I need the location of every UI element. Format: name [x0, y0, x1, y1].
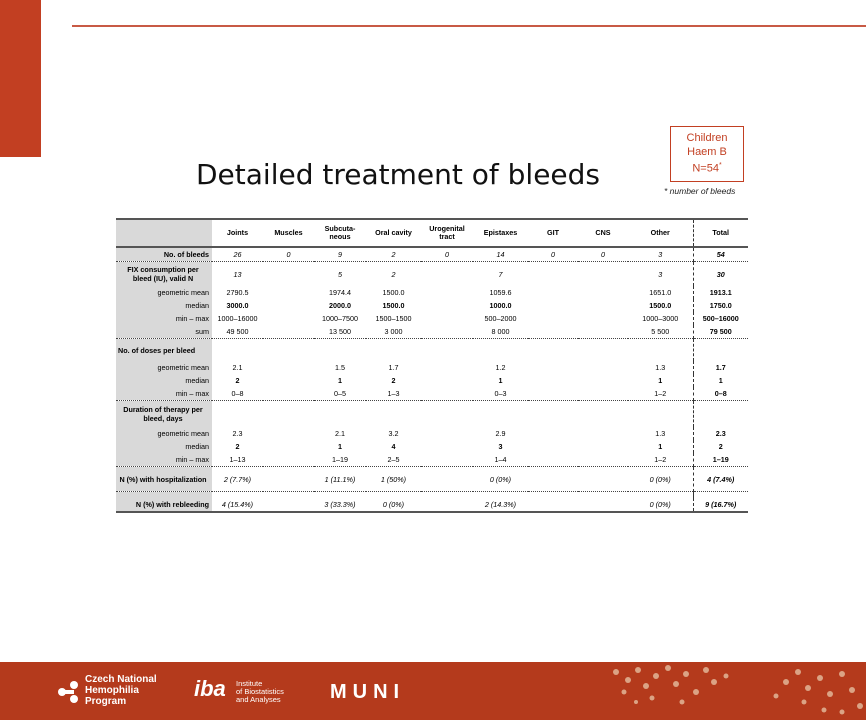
- table-cell: [578, 440, 628, 453]
- table-cell: 2 (7.7%): [212, 467, 263, 492]
- table-cell: 1000–16000: [217, 314, 258, 323]
- table-cell: [263, 299, 314, 312]
- header-rule: [72, 25, 866, 27]
- slide-title: Detailed treatment of bleeds: [196, 158, 601, 191]
- row-label: No. of bleeds: [116, 247, 212, 262]
- table-cell: 79 500: [693, 325, 748, 339]
- table-cell: [263, 361, 314, 374]
- col-header: Urogenital tract: [421, 219, 473, 247]
- col-header: Subcuta- neous: [314, 219, 366, 247]
- table-cell: [421, 325, 473, 339]
- table-cell: [528, 262, 578, 287]
- table-cell: 13: [233, 269, 242, 279]
- col-header: Total: [693, 219, 748, 247]
- table-cell: 2.3: [232, 429, 243, 438]
- table-cell: 2.1: [232, 363, 243, 372]
- table-cell: 1750.0: [693, 299, 748, 312]
- row-label: N (%) with rebleeding: [116, 498, 212, 512]
- table-cell: [263, 467, 314, 492]
- table-cell: 500–16000: [693, 312, 748, 325]
- table-cell: 2–5: [366, 453, 421, 467]
- table-cell: [263, 453, 314, 467]
- table-cell: 2000.0: [329, 301, 351, 310]
- table-row: [116, 440, 748, 453]
- table-cell: 2: [391, 269, 396, 279]
- table-cell: 3 (33.3%): [314, 498, 366, 512]
- table-cell: 1000–7500: [322, 314, 358, 323]
- table-cell: [578, 299, 628, 312]
- table-cell: 1500.0: [649, 301, 672, 310]
- table-cell: [578, 325, 628, 339]
- table-cell: [421, 286, 473, 299]
- table-row: [116, 361, 748, 374]
- table-cell: 1500.0: [382, 301, 405, 310]
- table-cell: 500–2000: [484, 314, 517, 323]
- table-cell: [263, 498, 314, 512]
- table-cell: [421, 467, 473, 492]
- table-cell: 1 (50%): [366, 467, 421, 492]
- table-cell: 1500–1500: [375, 314, 412, 323]
- cohort-line-2: Haem B: [687, 146, 727, 158]
- table-cell: 9: [314, 247, 366, 262]
- footer-bar: Czech National Hemophilia Program iba Institute of Biostatistics and Analyses MUNI: [0, 662, 866, 720]
- footnote: * number of bleeds: [664, 186, 736, 196]
- table-cell: 3: [628, 247, 693, 262]
- table-row: [116, 453, 748, 467]
- table-cell: 0 (0%): [628, 498, 693, 512]
- table-cell: 2.3: [693, 427, 748, 440]
- row-label: median: [116, 299, 212, 312]
- row-label: min – max: [116, 312, 212, 325]
- table-cell: [421, 374, 473, 387]
- table-cell: [263, 427, 314, 440]
- table-row: [116, 325, 748, 339]
- table-cell: [263, 387, 314, 401]
- table-cell: [528, 361, 578, 374]
- table-cell: 1.5: [335, 363, 345, 372]
- table-cell: [263, 312, 314, 325]
- table-cell: 1–19: [693, 453, 748, 467]
- table-cell: [528, 325, 578, 339]
- table-row: [116, 312, 748, 325]
- table-row: [116, 498, 748, 512]
- cohort-line-1: Children: [686, 132, 728, 144]
- table-cell: 30: [693, 262, 748, 287]
- table-cell: 0 (0%): [366, 498, 421, 512]
- table-cell: 1.2: [495, 363, 506, 372]
- table-cell: [263, 440, 314, 453]
- table-cell: 1: [338, 442, 342, 451]
- table-cell: 0–3: [473, 387, 528, 401]
- row-label: median: [116, 440, 212, 453]
- col-header: CNS: [578, 219, 628, 247]
- table-cell: [528, 453, 578, 467]
- col-header: Epistaxes: [473, 219, 528, 247]
- table-cell: [421, 453, 473, 467]
- col-header: Joints: [212, 219, 263, 247]
- table-cell: 2 (14.3%): [473, 498, 528, 512]
- table-cell: 1–19: [314, 453, 366, 467]
- section-label: No. of doses per bleed: [116, 339, 212, 362]
- row-label: FIX consumption per bleed (IU), valid N: [116, 262, 212, 287]
- col-header: Other: [628, 219, 693, 247]
- row-label: sum: [116, 325, 212, 339]
- table-header-row: [116, 219, 748, 247]
- table-cell: 1.7: [388, 363, 399, 372]
- table-cell: 1: [693, 374, 748, 387]
- table-cell: [578, 498, 628, 512]
- table-cell: 1–13: [212, 453, 263, 467]
- table-cell: [528, 440, 578, 453]
- table-cell: [421, 387, 473, 401]
- table-cell: [263, 286, 314, 299]
- table-cell: 1.3: [655, 363, 666, 372]
- table-row: [116, 262, 748, 287]
- table-cell: [421, 262, 473, 287]
- table-cell: 0: [578, 247, 628, 262]
- table-cell: [578, 312, 628, 325]
- table-cell: 13 500: [314, 325, 366, 339]
- table-cell: [578, 374, 628, 387]
- row-label: geometric mean: [116, 427, 212, 440]
- bleeds-table: [116, 218, 748, 513]
- section-label: Duration of therapy per bleed, days: [116, 401, 212, 428]
- table-cell: 2: [693, 440, 748, 453]
- table-cell: 3000.0: [226, 301, 249, 310]
- table-row: [116, 374, 748, 387]
- section-row: [116, 401, 748, 428]
- row-label: min – max: [116, 387, 212, 401]
- table-cell: 2: [366, 247, 421, 262]
- muni-logo: MUNI: [330, 681, 406, 703]
- dot-pattern-decoration: [486, 662, 866, 720]
- table-cell: 1: [498, 376, 503, 385]
- table-cell: 1651.0: [649, 288, 672, 297]
- table-cell: 0 (0%): [628, 467, 693, 492]
- row-label: geometric mean: [116, 361, 212, 374]
- table-cell: 1–3: [366, 387, 421, 401]
- table-cell: [528, 286, 578, 299]
- accent-bar: [0, 0, 41, 157]
- table-cell: 1974.4: [329, 288, 351, 297]
- table-cell: 1913.1: [693, 286, 748, 299]
- table-cell: 49 500: [212, 325, 263, 339]
- table-cell: 4 (15.4%): [212, 498, 263, 512]
- table-cell: [528, 498, 578, 512]
- table-cell: 2: [391, 376, 396, 385]
- table-cell: [528, 387, 578, 401]
- table-cell: [578, 286, 628, 299]
- table-cell: 2790.5: [226, 288, 249, 297]
- row-label: min – max: [116, 453, 212, 467]
- table-cell: 1500.0: [382, 288, 405, 297]
- table-cell: [528, 467, 578, 492]
- table-cell: 9 (16.7%): [693, 498, 748, 512]
- header-corner: [116, 219, 212, 247]
- table-cell: [578, 427, 628, 440]
- table-cell: 2.1: [335, 429, 345, 438]
- table-cell: [578, 262, 628, 287]
- table-cell: 2: [235, 442, 240, 451]
- table-row: [116, 387, 748, 401]
- cohort-line-3: N=54*: [692, 162, 722, 175]
- table-cell: [421, 427, 473, 440]
- table-cell: 0: [421, 247, 473, 262]
- table-cell: [578, 361, 628, 374]
- table-cell: 1–2: [628, 453, 693, 467]
- table-cell: 0 (0%): [473, 467, 528, 492]
- table-cell: [263, 374, 314, 387]
- table-cell: [263, 262, 314, 287]
- table-cell: 1.7: [693, 361, 748, 374]
- table-cell: 0: [263, 247, 314, 262]
- table-cell: [578, 387, 628, 401]
- table-cell: [528, 312, 578, 325]
- table-cell: 1 (11.1%): [314, 467, 366, 492]
- table-cell: 1–2: [628, 387, 693, 401]
- table-cell: 4 (7.4%): [693, 467, 748, 492]
- table-cell: [578, 467, 628, 492]
- table-row: [116, 247, 748, 262]
- table-cell: 5: [338, 269, 342, 279]
- table-cell: [578, 453, 628, 467]
- table-cell: 1000–3000: [642, 314, 679, 323]
- table-cell: 1: [658, 442, 663, 451]
- table-cell: [421, 440, 473, 453]
- table-cell: 7: [498, 269, 503, 279]
- table-cell: 1: [338, 376, 342, 385]
- section-row: [116, 339, 748, 362]
- table-cell: 3 000: [366, 325, 421, 339]
- cohort-box: [670, 126, 744, 182]
- table-row: [116, 286, 748, 299]
- table-cell: [528, 374, 578, 387]
- table-cell: 8 000: [473, 325, 528, 339]
- table-cell: 14: [473, 247, 528, 262]
- table-cell: 3.2: [388, 429, 399, 438]
- table-cell: 1.3: [655, 429, 666, 438]
- table-cell: 1: [658, 376, 663, 385]
- table-cell: 0: [528, 247, 578, 262]
- table-cell: 2.9: [495, 429, 506, 438]
- table-cell: [263, 325, 314, 339]
- table-cell: 54: [693, 247, 748, 262]
- col-header: GIT: [528, 219, 578, 247]
- table-cell: [421, 361, 473, 374]
- col-header: Muscles: [263, 219, 314, 247]
- table-row: [116, 299, 748, 312]
- table-cell: 0–8: [693, 387, 748, 401]
- table-cell: 3: [658, 269, 663, 279]
- table-cell: 5 500: [628, 325, 693, 339]
- row-label: median: [116, 374, 212, 387]
- table-cell: [421, 498, 473, 512]
- row-label: N (%) with hospitalization: [116, 467, 212, 492]
- table-cell: 0–8: [212, 387, 263, 401]
- table-cell: 0–5: [314, 387, 366, 401]
- table-cell: 4: [391, 442, 396, 451]
- table-cell: 1–4: [473, 453, 528, 467]
- table-cell: [421, 299, 473, 312]
- row-label: geometric mean: [116, 286, 212, 299]
- hemophilia-program-icon: [58, 680, 82, 704]
- table-cell: 2: [235, 376, 240, 385]
- table-cell: [528, 427, 578, 440]
- table-cell: 1059.6: [489, 288, 512, 297]
- table-cell: 3: [498, 442, 503, 451]
- col-header: Oral cavity: [366, 219, 421, 247]
- table-row: [116, 427, 748, 440]
- table-cell: [528, 299, 578, 312]
- table-cell: 1000.0: [489, 301, 512, 310]
- table-cell: [421, 312, 473, 325]
- table-cell: 26: [212, 247, 263, 262]
- table-row: [116, 467, 748, 492]
